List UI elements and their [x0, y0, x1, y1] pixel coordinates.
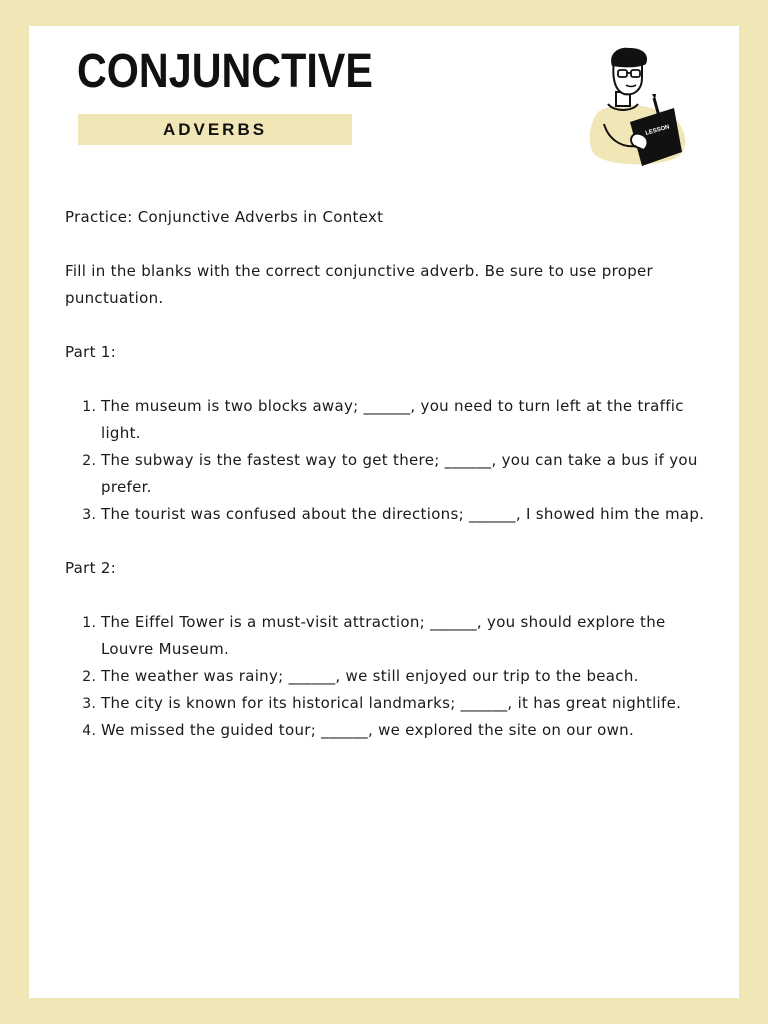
page-subtitle: ADVERBS: [162, 119, 268, 139]
list-item: 1. The museum is two blocks away; ______, you need to turn left at the traffic light.: [101, 393, 705, 447]
worksheet-page: [29, 26, 739, 998]
person-reading-lesson-book-icon: [584, 42, 694, 167]
part2-list: [65, 609, 705, 744]
book-label: LESSON: [644, 124, 671, 137]
list-item: 3. The tourist was confused about the directions; ______, I showed him the map.: [101, 501, 705, 528]
list-item: 2. The subway is the fastest way to get there; ______, you can take a bus if you prefer.: [101, 447, 705, 501]
part1-label: Part 1:: [65, 343, 117, 361]
part2-label: Part 2:: [65, 559, 117, 577]
list-item: 3. The city is known for its historical landmarks; ______, it has great nightlife.: [101, 690, 705, 717]
page-title: CONJUNCTIVE: [77, 45, 373, 98]
practice-heading: Practice: Conjunctive Adverbs in Context: [65, 208, 384, 226]
subtitle-band: [78, 114, 352, 145]
list-item: 4. We missed the guided tour; ______, we explored the site on our own.: [101, 717, 705, 744]
list-item: 2. The weather was rainy; ______, we still enjoyed our trip to the beach.: [101, 663, 705, 690]
part1-list: [65, 393, 705, 528]
worksheet-content: [65, 204, 705, 771]
instructions: Fill in the blanks with the correct conjunctive adverb. Be sure to use proper punctuation.: [65, 262, 654, 307]
list-item: 1. The Eiffel Tower is a must-visit attraction; ______, you should explore the Louvre Museum.: [101, 609, 705, 663]
